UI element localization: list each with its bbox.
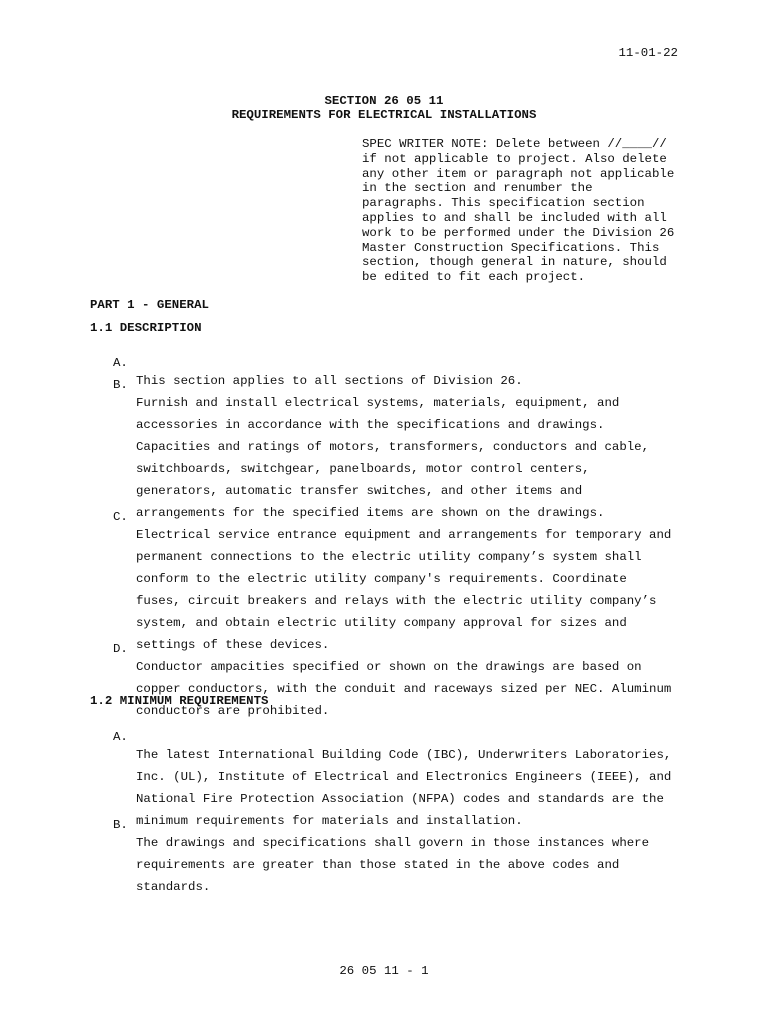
item-text: Furnish and install electrical systems, materials, equipment, and accessories in accordance with the specifications and drawings. Capacities and ratings of motors, transformers, conductors and cable, switchboards, switchgear, panelboards, motor control centers, generators, automatic transfer switches, and other items and arrangements for the specified items are shown on the drawings. — [136, 396, 650, 520]
section-number: SECTION 26 05 11 — [324, 94, 444, 108]
item-text: This section applies to all sections of Division 26. — [136, 374, 523, 388]
item-text: Conductor ampacities specified or shown on the drawings are based on copper conductors, with the conduit and raceways sized per NEC. Aluminum conductors are prohibited. — [136, 660, 672, 718]
item-letter: C. — [113, 510, 128, 524]
part-heading: PART 1 - GENERAL — [90, 298, 209, 312]
item-letter: B. — [113, 818, 128, 832]
section-title: REQUIREMENTS FOR ELECTRICAL INSTALLATIONS — [231, 108, 537, 122]
item-text: Electrical service entrance equipment and arrangements for temporary and permanent connections to the electric utility company’s system shall conform to the electric utility company's requirements. Coordinate fuses, circuit breakers and relays with the electric utility company’s system, and obtain electric utility company approval for sizes and settings of these devices. — [136, 528, 672, 652]
item-letter: D. — [113, 642, 128, 656]
page-footer: 26 05 11 - 1 — [339, 964, 429, 978]
item-text: The drawings and specifications shall govern in those instances where requirements are greater than those stated in the above codes and standards. — [136, 836, 650, 894]
item-letter: A. — [113, 356, 128, 370]
document-date: 11-01-22 — [618, 46, 678, 60]
subsection-heading-description: 1.1 DESCRIPTION — [90, 321, 202, 335]
item-letter: A. — [113, 730, 128, 744]
list-item — [113, 804, 650, 894]
spec-writer-note: SPEC WRITER NOTE: Delete between //____// if not applicable to project. Also delete any other item or paragraph not applicable in the section and renumber the paragraphs. This specification section applies to and shall be included with all work to be performed under the Division 26 Master Construction Specifications. This section, though general in nature, should be edited to fit each project. — [362, 137, 675, 285]
item-text: The latest International Building Code (IBC), Underwriters Laboratories, Inc. (UL), Institute of Electrical and Electronics Engineers (IEEE), and National Fire Protection Association (NFPA) codes and standards are the minimum requirements for materials and installation. — [136, 748, 672, 828]
list-item — [113, 716, 672, 828]
list-item — [113, 496, 672, 652]
subsection-heading-minimum-requirements: 1.2 MINIMUM REQUIREMENTS — [90, 694, 269, 708]
item-letter: B. — [113, 378, 128, 392]
